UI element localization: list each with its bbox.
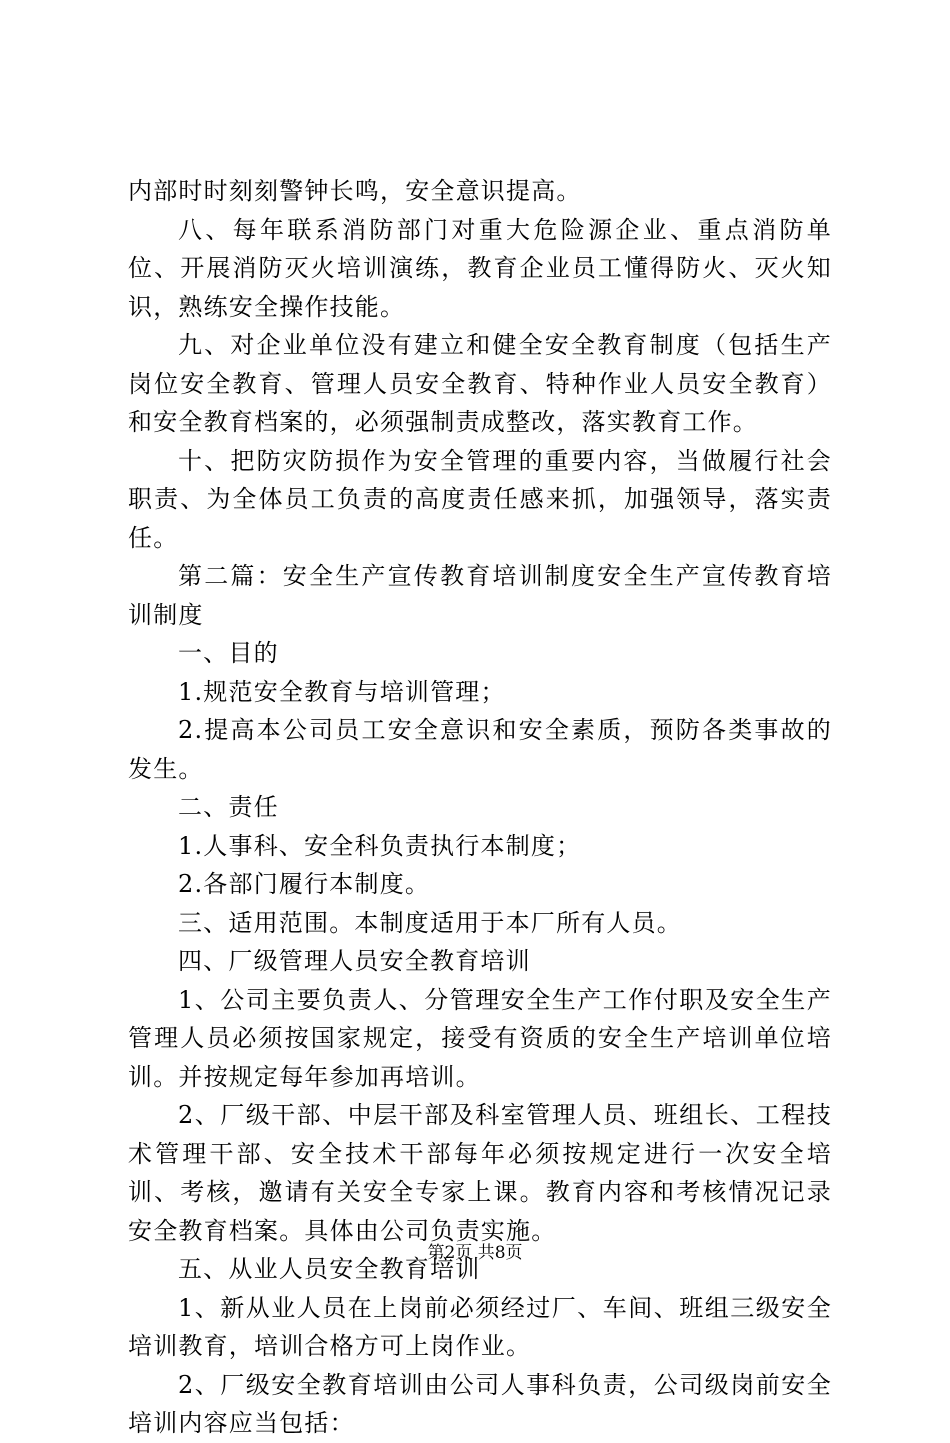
paragraph: 三、适用范围。本制度适用于本厂所有人员。 xyxy=(178,908,682,937)
paragraph: 一、目的 xyxy=(178,639,279,667)
paragraph: 八、每年联系消防部门对重大危险源企业、重点消防单位、开展消防灭火培训演练，教育企业员工懂得防火、灭火知识，熟练安全操作技能。 xyxy=(128,215,832,321)
section-heading: 第二篇：安全生产宣传教育培训制度安全生产宣传教育培训制度 xyxy=(128,562,832,629)
paragraph: 十、把防灾防损作为安全管理的重要内容，当做履行社会职责、为全体员工负责的高度责任感来抓，加强领导，落实责任。 xyxy=(128,446,832,552)
paragraph: 2.各部门履行本制度。 xyxy=(178,870,431,898)
paragraph: 二、责任 xyxy=(178,793,279,821)
paragraph: 2.提高本公司员工安全意识和安全素质，预防各类事故的发生。 xyxy=(128,716,832,783)
paragraph: 1.规范安全教育与培训管理； xyxy=(178,677,506,706)
paragraph: 1、公司主要负责人、分管理安全生产工作付职及安全生产管理人员必须按国家规定，接受有资质的安全生产培训单位培训。并按规定每年参加再培训。 xyxy=(128,985,832,1091)
paragraph: 1、新从业人员在上岗前必须经过厂、车间、班组三级安全培训教育，培训合格方可上岗作业。 xyxy=(128,1293,832,1360)
page-footer: 第2页 共8页 xyxy=(427,1243,523,1263)
paragraph: 2、厂级干部、中层干部及科室管理人员、班组长、工程技术管理干部、安全技术干部每年必须按规定进行一次安全培训、考核，邀请有关安全专家上课。教育内容和考核情况记录安全教育档案。具体由公司负责实施。 xyxy=(128,1101,832,1245)
paragraph: 五、从业人员安全教育培训 xyxy=(178,1255,481,1283)
paragraph: 2、厂级安全教育培训由公司人事科负责，公司级岗前安全培训内容应当包括： xyxy=(128,1370,832,1437)
paragraph: 四、厂级管理人员安全教育培训 xyxy=(178,947,531,975)
paragraph: 1.人事科、安全科负责执行本制度； xyxy=(178,831,582,860)
paragraph: 九、对企业单位没有建立和健全安全教育制度（包括生产岗位安全教育、管理人员安全教育、特种作业人员安全教育）和安全教育档案的，必须强制责成整改，落实教育工作。 xyxy=(128,331,832,436)
paragraph: 内部时时刻刻警钟长鸣，安全意识提高。 xyxy=(128,177,582,205)
